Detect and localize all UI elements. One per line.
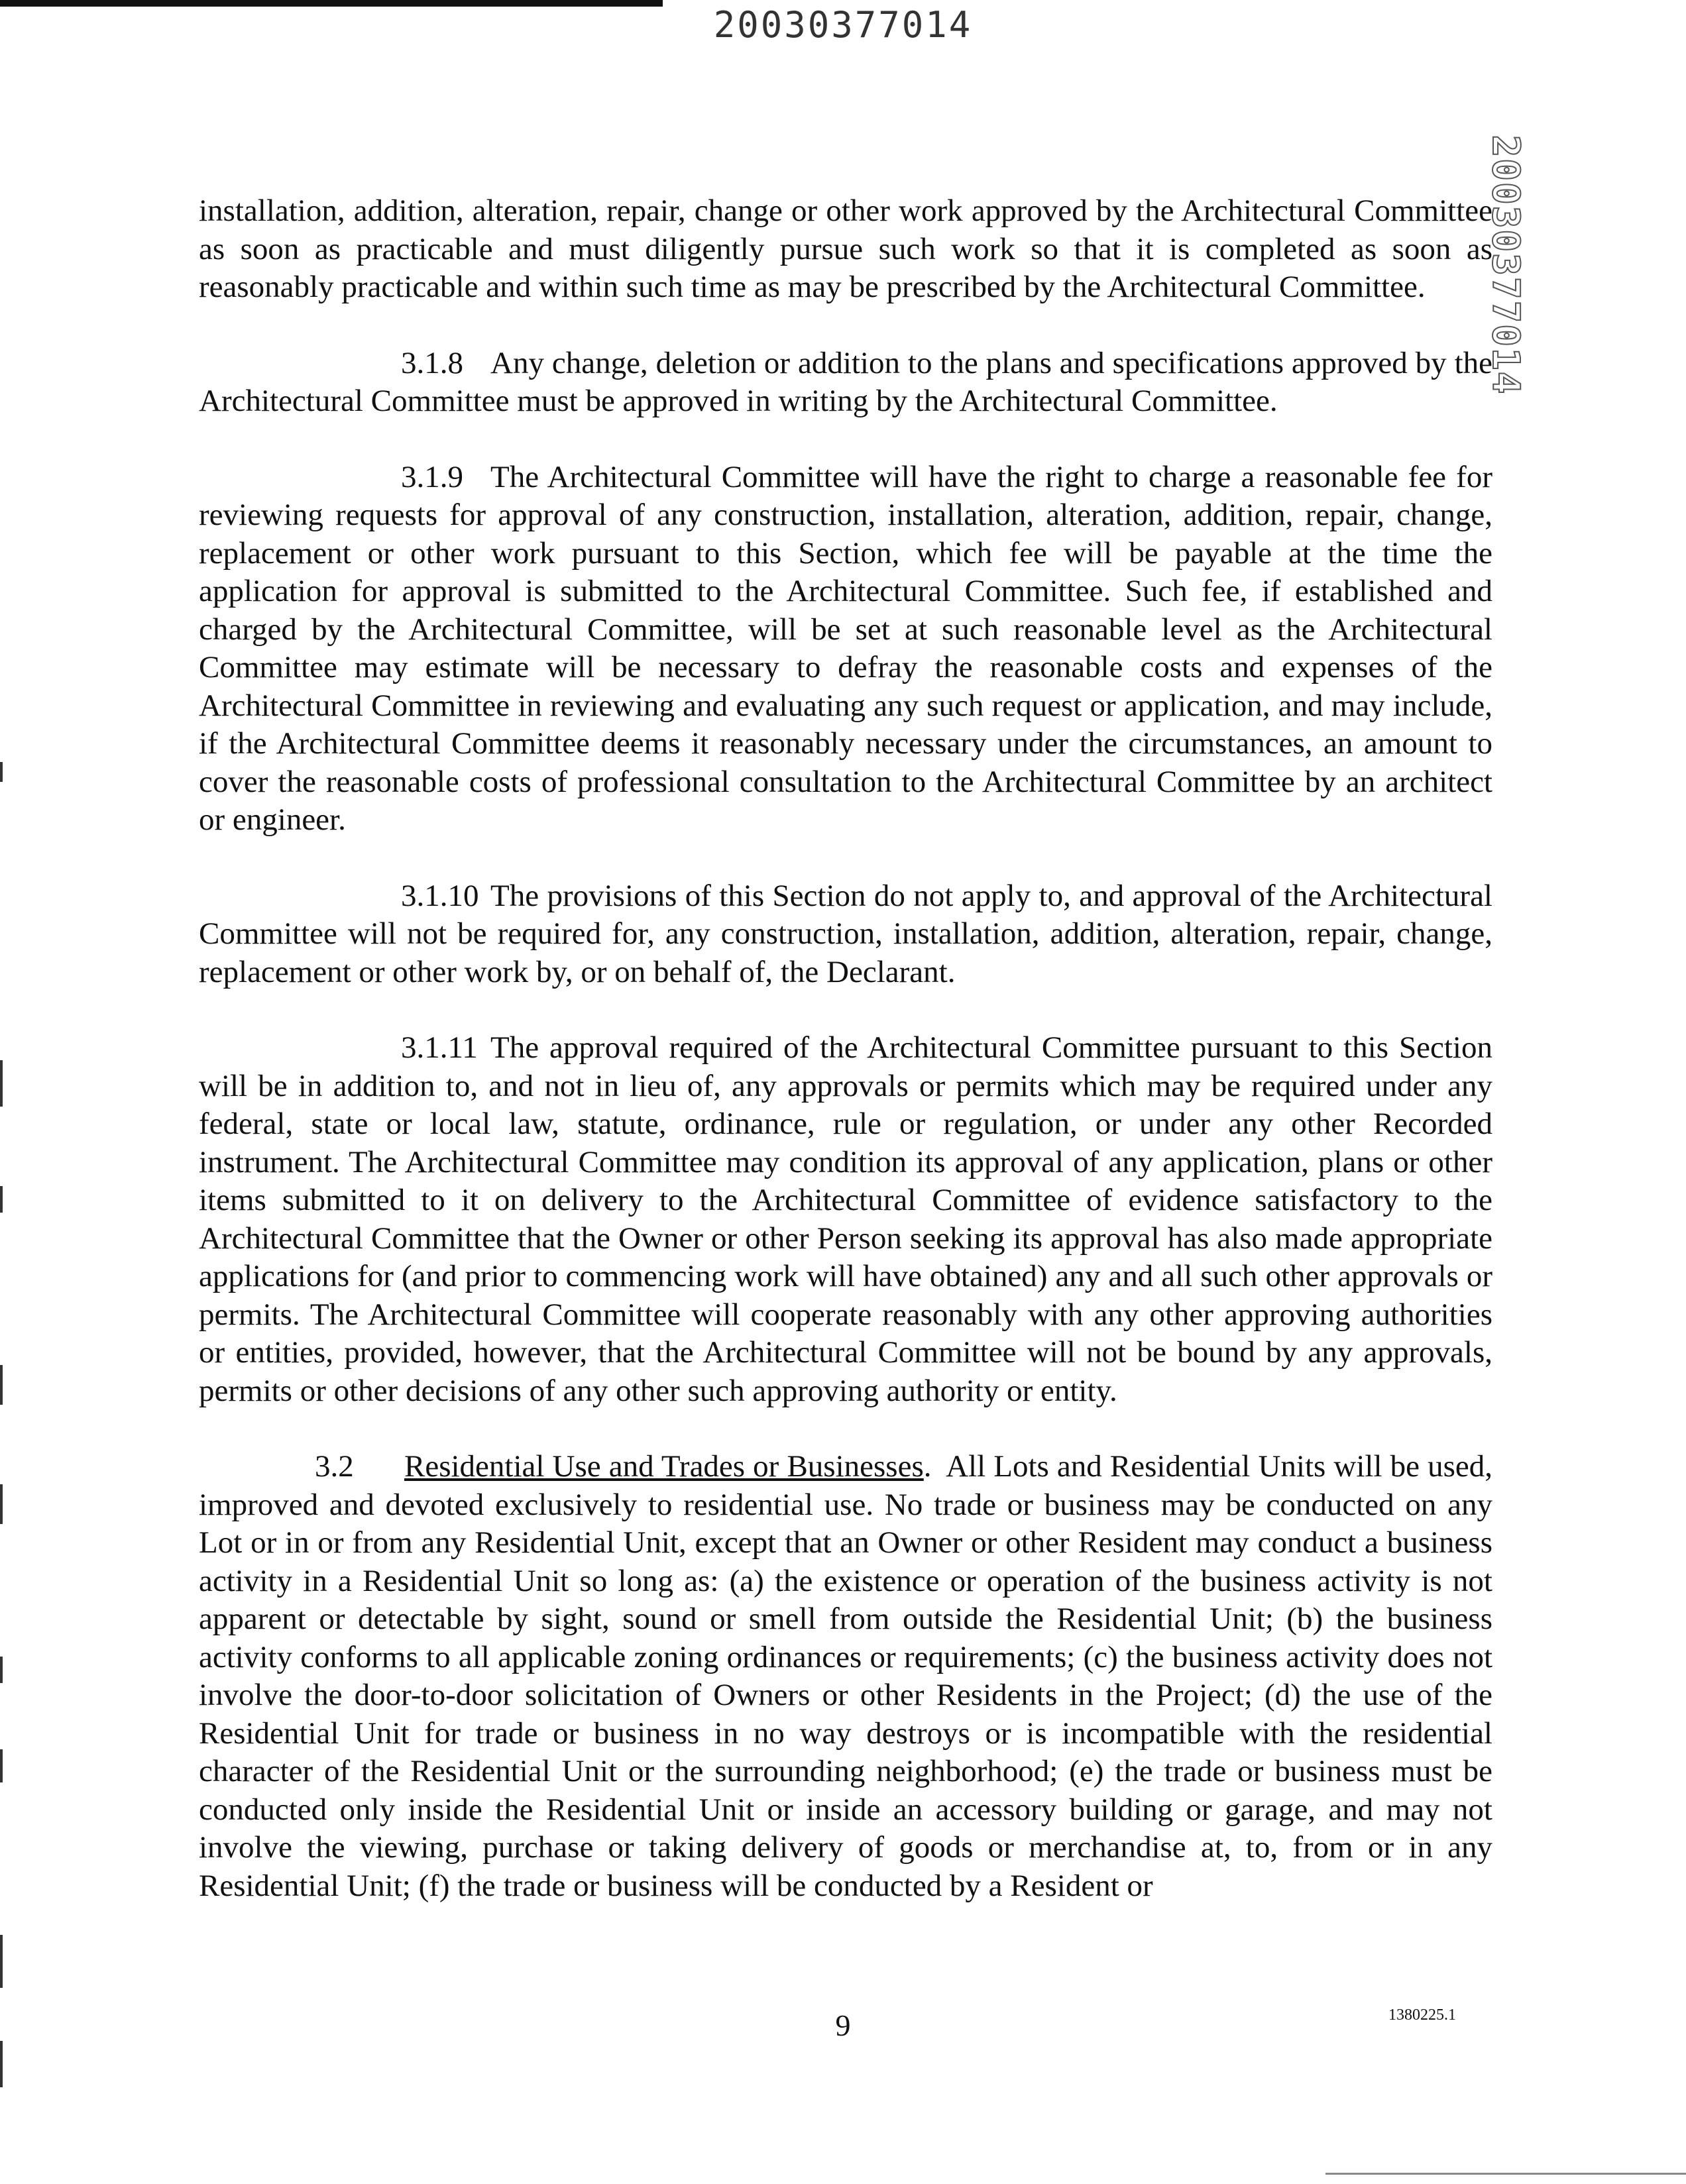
section-text: The provisions of this Section do not apply to, and approval of the Architectural Committee will not be required for, any construction, installation, addition, alteration, repair, change, replacement or other work by, or on behalf of, the Declarant. (199, 878, 1492, 989)
scan-bottom-rule (1325, 2173, 1686, 2175)
section-text: All Lots and Residential Units will be used, improved and devoted exclusively to residential use. No trade or business may be conducted on any Lot or in or from any Residential Unit, except that an Owner or other Resident may conduct a business activity in a Residential Unit so long as: (a) the existence or operation of the business activity is not apparent or detectable by sight, sound or smell from outside the Residential Unit; (b) the business activity conforms to all applicable zoning ordinances or requirements; (c) the business activity does not involve the door-to-door solicitation of Owners or other Residents in the Project; (d) the use of the Residential Unit for trade or business in no way destroys or is incompatible with the residential character of the Residential Unit or the surrounding neighborhood; (e) the trade or business must be conducted only inside the Residential Unit or inside an accessory building or garage, and may not involve the viewing, purchase or taking delivery of goods or merchandise at, to, from or in any Residential Unit; (f) the trade or business will be conducted by a Resident or (199, 1449, 1492, 1903)
document-body (199, 192, 1492, 1905)
heading-punct: . (923, 1449, 932, 1484)
section-text: The Architectural Committee will have the right to charge a reasonable fee for reviewing requests for approval of any construction, installation, alteration, addition, repair, change, replacement or other work pursuant to this Section, which fee will be payable at the time the application for approval is submitted to the Architectural Committee. Such fee, if established and charged by the Architectural Committee, will be set at such reasonable level as the Architectural Committee may estimate will be necessary to defray the reasonable costs and expenses of the Architectural Committee in reviewing and evaluating any such request or application, and may include, if the Architectural Committee deems it reasonably necessary under the circumstances, an amount to cover the reasonable costs of professional consultation to the Architectural Committee by an architect or engineer. (199, 459, 1492, 837)
section-3-1-10 (199, 877, 1492, 992)
scan-speck (0, 1186, 3, 1213)
section-3-2 (199, 1448, 1492, 1905)
section-text: The approval required of the Architectural Committee pursuant to this Section will be in addition to, and not in lieu of, any approvals or permits which may be required under any federal, state or local law, statute, ordinance, rule or regulation, or under any other Recorded instrument. The Architectural Committee may condition its approval of any application, plans or other items submitted to it on delivery to the Architectural Committee of evidence satisfactory to the Architectural Committee that the Owner or other Person seeking its approval has also made appropriate applications for (and prior to commencing work will have obtained) any and all such other approvals or permits. The Architectural Committee will cooperate reasonably with any other approving authorities or entities, provided, however, that the Architectural Committee will not be bound by any approvals, permits or other decisions of any other such approving authority or entity. (199, 1030, 1492, 1408)
section-heading: Residential Use and Trades or Businesses (404, 1449, 924, 1484)
scan-speck (0, 1749, 3, 1782)
section-number: 3.1.11 (401, 1030, 478, 1065)
document-id: 1380225.1 (1388, 2006, 1456, 2024)
section-text: Any change, deletion or addition to the plans and specifications approved by the Architectural Committee must be approved in writing by the Architectural Committee. (199, 345, 1492, 418)
section-3-1-9 (199, 459, 1492, 840)
side-stamp: 20030377014 (1484, 135, 1527, 396)
scan-speck (0, 2041, 3, 2087)
document-number: 20030377014 (713, 4, 973, 46)
section-number: 3.1.9 (401, 459, 463, 494)
scan-speck (0, 1935, 3, 1988)
page-number: 9 (835, 2008, 851, 2042)
section-3-1-8 (199, 345, 1492, 421)
section-number: 3.1.8 (401, 345, 463, 380)
continuation-paragraph: installation, addition, alteration, repair, change or other work approved by the Architectural Committee as soon as practicable and must diligently pursue such work so that it is completed as soon as reasonably practicable and within such time as may be prescribed by the Architectural Committee. (199, 193, 1492, 304)
section-number: 3.1.10 (401, 878, 479, 913)
scan-speck (0, 1484, 3, 1524)
scan-speck (0, 1060, 3, 1107)
scan-speck (0, 1657, 3, 1683)
section-number: 3.2 (315, 1449, 354, 1484)
scan-speck (0, 1365, 3, 1405)
section-3-1-11 (199, 1029, 1492, 1410)
scan-speck (0, 762, 3, 782)
